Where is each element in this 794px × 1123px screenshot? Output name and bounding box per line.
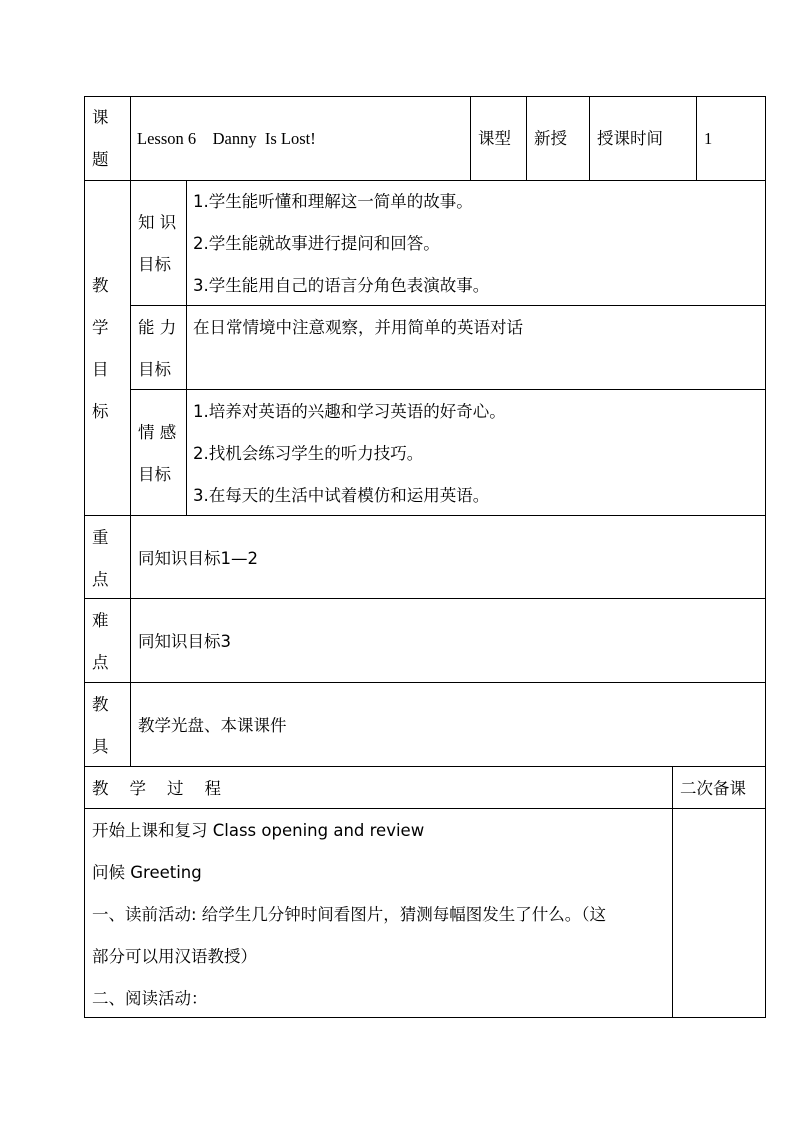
col-divider [470,96,471,180]
class-time-label: 授课时间 [597,129,663,148]
secondary-prep-header: 二次备课 [680,779,746,798]
process-line: 开始上课和复习 Class opening and review [92,821,425,840]
key-point-text: 同知识目标1—2 [138,549,258,568]
col-divider [696,96,697,180]
process-line: 问候 Greeting [92,863,202,882]
key-point-label: 重 [92,528,109,547]
row-divider [130,305,766,306]
lesson-title: Lesson 6 Danny Is Lost! [137,129,316,148]
objectives-section-label: 教 [92,276,109,295]
key-point-label: 点 [92,570,109,589]
emotion-objective-item: 1.培养对英语的兴趣和学习英语的好奇心。 [193,402,506,421]
row-divider [84,515,766,516]
lesson-type-value: 新授 [534,129,567,148]
objectives-section-label: 目 [92,360,109,379]
teaching-aids-label: 具 [92,737,109,756]
emotion-objective-label: 情 感 [138,423,177,442]
class-time-value: 1 [704,129,713,148]
row-divider [84,682,766,683]
ability-objective-text: 在日常情境中注意观察，并用简单的英语对话 [193,318,523,337]
topic-label: 题 [92,150,109,169]
ability-objective-label: 能 力 [138,318,177,337]
table-border-left [84,96,85,1017]
process-line: 二、阅读活动： [92,989,208,1008]
col-divider [130,96,131,766]
process-header: 教 学 过 程 [92,779,221,798]
row-divider [84,598,766,599]
col-divider [526,96,527,180]
process-line: 部分可以用汉语教授） [92,947,257,966]
knowledge-objective-item: 2.学生能就故事进行提问和回答。 [193,234,440,253]
teaching-aids-text: 教学光盘、本课课件 [138,716,287,735]
process-line: 一、读前活动: 给学生几分钟时间看图片，猜测每幅图发生了什么。（这 [92,905,607,924]
emotion-objective-item: 3.在每天的生活中试着模仿和运用英语。 [193,486,490,505]
row-divider [84,808,766,809]
difficulty-label: 点 [92,653,109,672]
objectives-section-label: 标 [92,402,109,421]
knowledge-objective-label: 知 识 [138,213,177,232]
table-border-bottom [84,1017,766,1018]
table-border-right [765,96,766,1017]
row-divider [130,389,766,390]
row-divider [84,766,766,767]
knowledge-objective-label: 目标 [138,255,171,274]
knowledge-objective-item: 1.学生能听懂和理解这一简单的故事。 [193,192,473,211]
col-divider [589,96,590,180]
teaching-aids-label: 教 [92,695,109,714]
col-divider [186,180,187,515]
col-divider [672,766,673,1017]
difficulty-label: 难 [92,611,109,630]
topic-label: 课 [92,108,109,127]
emotion-objective-label: 目标 [138,465,171,484]
table-border-top [84,96,766,97]
knowledge-objective-item: 3.学生能用自己的语言分角色表演故事。 [193,276,490,295]
emotion-objective-item: 2.找机会练习学生的听力技巧。 [193,444,424,463]
lesson-type-label: 课型 [478,129,511,148]
ability-objective-label: 目标 [138,360,171,379]
objectives-section-label: 学 [92,318,109,337]
difficulty-text: 同知识目标3 [138,632,231,651]
